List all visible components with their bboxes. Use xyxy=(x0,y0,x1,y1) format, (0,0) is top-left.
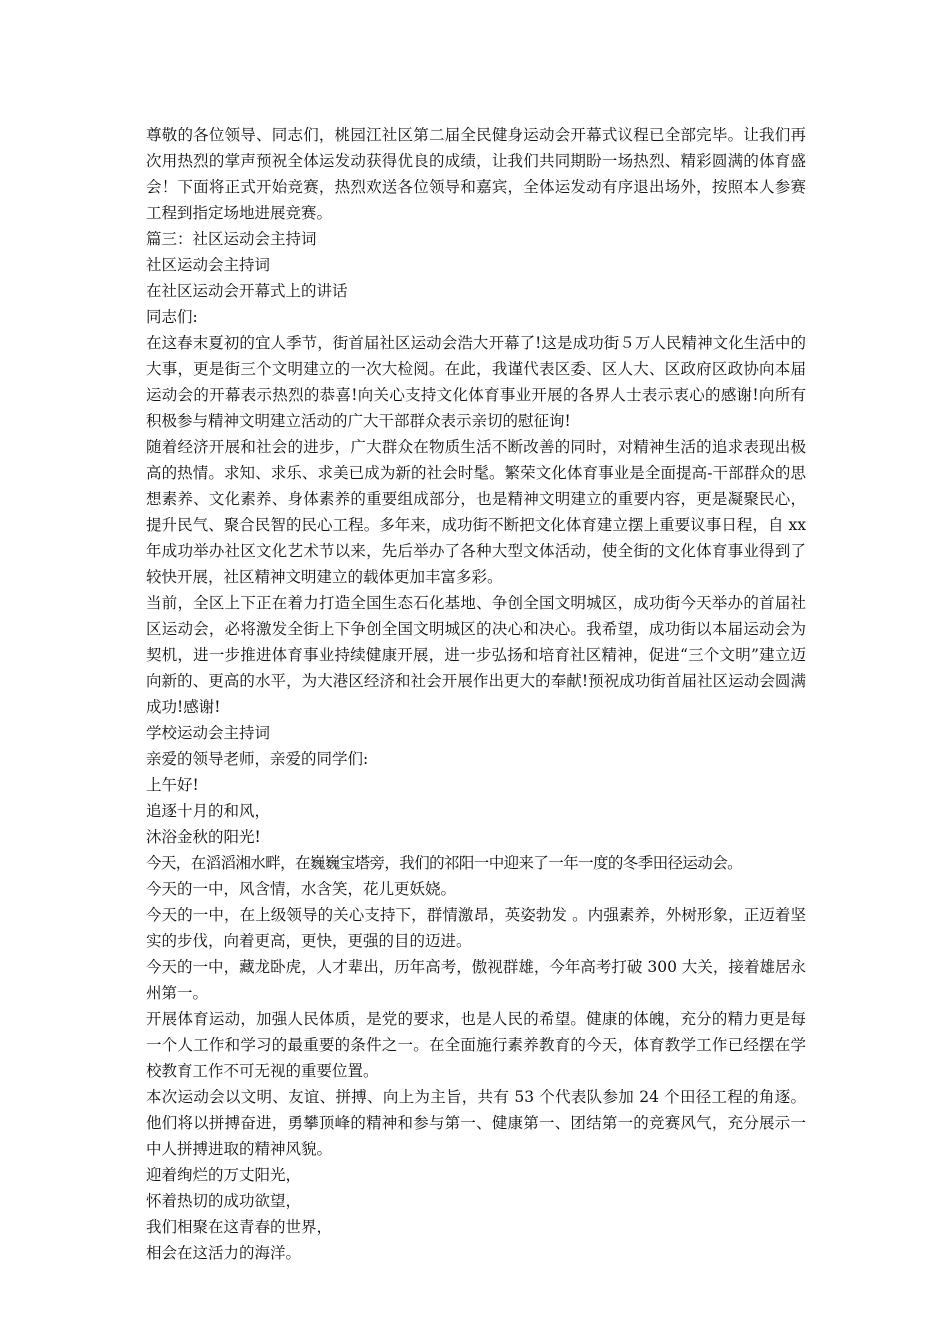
paragraph: 今天的一中，藏龙卧虎，人才辈出，历年高考，傲视群雄，今年高考打破 300 大关，接着雄居永州第一。 xyxy=(146,958,806,1002)
paragraph: 随着经济开展和社会的进步，广大群众在物质生活不断改善的同时，对精神生活的追求表现出极高的热情。求知、求乐、求美已成为新的社会时髦。繁荣文化体育事业是全面提高-干部群众的思想素养、文化素养、身体素养的重要组成部分，也是精神文明建立的重要内容，更是凝聚民心，提升民气、聚合民智的民心工程。多年来，成功街不断把文化体育建立摆上重要议事日程，自 xx 年成功举办社区文化艺术节以来，先后举办了各种大型文体活动，使全街的文化体育事业得到了较快开展，社区精神文明建立的载体更加丰富多彩。 xyxy=(146,438,806,586)
paragraph: 本次运动会以文明、友谊、拼搏、向上为主旨，共有 53 个代表队参加 24 个田径工程的角逐。他们将以拼搏奋进，勇攀顶峰的精神和参与第一、健康第一、团结第一的竞赛风气，充分展示一中人拼搏进取的精神风貌。 xyxy=(146,1088,806,1158)
paragraph: 迎着绚烂的万丈阳光， xyxy=(146,1166,302,1184)
sub-heading: 社区运动会主持词 xyxy=(146,256,271,274)
paragraph: 追逐十月的和风， xyxy=(146,802,271,820)
paragraph: 相会在这活力的海洋。 xyxy=(146,1244,302,1262)
sub-heading: 学校运动会主持词 xyxy=(146,724,271,742)
paragraph: 今天的一中，在上级领导的关心支持下，群情激昂，英姿勃发 。内强素养，外树形象，正迈着坚实的步伐，向着更高，更快，更强的目的迈进。 xyxy=(146,906,806,950)
paragraph: 当前，全区上下正在着力打造全国生态石化基地、争创全国文明城区，成功街今天举办的首届社区运动会，必将激发全街上下争创全国文明城区的决心和决心。我希望，成功街以本届运动会为契机，进一步推进体育事业持续健康开展，进一步弘扬和培育社区精神，促进“三个文明”建立迈向新的、更高的水平，为大港区经济和社会开展作出更大的奉献!预祝成功街首届社区运动会圆满成功!感谢! xyxy=(146,594,806,716)
paragraph: 今天的一中，风含情，水含笑，花儿更妖娆。 xyxy=(146,880,457,898)
paragraph: 怀着热切的成功欲望， xyxy=(146,1192,302,1210)
sub-heading: 在社区运动会开幕式上的讲话 xyxy=(146,282,348,300)
salutation: 亲爱的领导老师，亲爱的同学们: xyxy=(146,750,369,768)
paragraph: 上午好! xyxy=(146,776,199,794)
paragraph: 尊敬的各位领导、同志们，桃园江社区第二届全民健身运动会开幕式议程已全部完毕。让我们再次用热烈的掌声预祝全体运发动获得优良的成绩，让我们共同期盼一场热烈、精彩圆满的体育盛会！下面将正式开始竞赛，热烈欢送各位领导和嘉宾，全体运发动有序退出场外，按照本人参赛工程到指定场地进展竞赛。 xyxy=(146,126,806,222)
salutation: 同志们: xyxy=(146,308,198,326)
paragraph: 今天，在滔滔湘水畔，在巍巍宝塔旁，我们的祁阳一中迎来了一年一度的冬季田径运动会。 xyxy=(146,854,743,872)
document-body xyxy=(146,122,806,1266)
paragraph: 开展体育运动，加强人民体质，是党的要求，也是人民的希望。健康的体魄，充分的精力更是每一个人工作和学习的最重要的条件之一。在全面施行素养教育的今天，体育教学工作已经摆在学校教育工作不可无视的重要位置。 xyxy=(146,1010,806,1080)
paragraph: 我们相聚在这青春的世界， xyxy=(146,1218,333,1236)
paragraph: 沐浴金秋的阳光! xyxy=(146,828,261,846)
paragraph: 在这春末夏初的宜人季节，街首届社区运动会浩大开幕了!这是成功街５万人民精神文化生活中的大事，更是街三个文明建立的一次大检阅。在此，我谨代表区委、区人大、区政府区政协向本届运动会的开幕表示热烈的恭喜!向关心支持文化体育事业开展的各界人士表示衷心的感谢!向所有积极参与精神文明建立活动的广大干部群众表示亲切的慰征询! xyxy=(146,334,806,430)
section-heading: 篇三：社区运动会主持词 xyxy=(146,230,317,248)
